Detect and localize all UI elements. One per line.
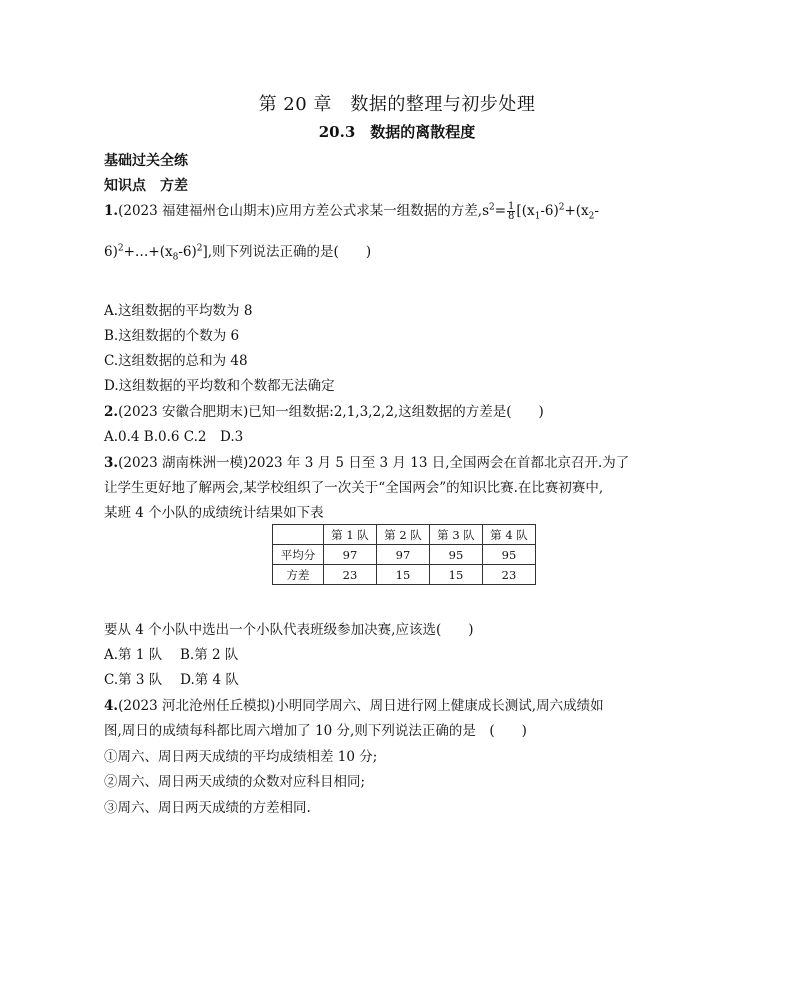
table-cell: 第 4 队 <box>483 525 536 545</box>
equals: = <box>494 203 507 219</box>
table-cell: 15 <box>377 565 430 585</box>
question-1-line-2 <box>104 240 371 263</box>
subscript: 2 <box>588 211 595 222</box>
question-4-line-1 <box>104 694 604 714</box>
superscript: 2 <box>489 202 495 213</box>
fraction <box>507 202 515 221</box>
table-row <box>273 565 536 585</box>
question-1-option-b: B.这组数据的个数为 6 <box>104 328 240 344</box>
superscript: 2 <box>558 202 565 213</box>
question-1-line-1 <box>104 199 599 222</box>
exercise-group-label: 基础过关全练 <box>104 153 188 169</box>
question-1-option-c: C.这组数据的总和为 48 <box>104 353 248 369</box>
question-1-text-c: -6) <box>540 203 559 219</box>
table-cell: 95 <box>430 545 483 565</box>
question-2-options: A.0.4 B.0.6 C.2 D.3 <box>104 429 244 445</box>
table-cell: 15 <box>430 565 483 585</box>
question-3-options-1: A.第 1 队 B.第 2 队 <box>104 647 239 663</box>
question-1-text-a: (2023 福建福州仓山期末)应用方差公式求某一组数据的方差,s <box>118 203 489 219</box>
question-1-text-f: 6) <box>104 244 118 260</box>
table-cell: 方差 <box>273 565 324 585</box>
table-cell: 23 <box>483 565 536 585</box>
subscript: 8 <box>172 252 179 263</box>
table-cell: 97 <box>377 545 430 565</box>
question-4-item-1: ①周六、周日两天成绩的平均成绩相差 10 分; <box>104 749 378 765</box>
question-3-options-2: C.第 3 队 D.第 4 队 <box>104 672 239 688</box>
superscript: 2 <box>196 243 203 254</box>
question-1-text-d: +(x <box>564 203 589 219</box>
table-cell: 97 <box>324 545 377 565</box>
question-3-text: (2023 湖南株洲一模)2023 年 3 月 5 日至 3 月 13 日,全国两会在首都北京召开.为了 <box>118 455 630 471</box>
question-3-line-2: 让学生更好地了解两会,某学校组织了一次关于“全国两会”的知识比赛.在比赛初赛中, <box>104 480 604 496</box>
table-cell: 95 <box>483 545 536 565</box>
question-2-stem <box>104 400 544 420</box>
question-3-line-3: 某班 4 个小队的成绩统计结果如下表 <box>104 505 324 521</box>
question-number: 1. <box>104 203 119 219</box>
question-number: 3. <box>104 455 119 471</box>
question-4-item-3: ③周六、周日两天成绩的方差相同. <box>104 800 311 816</box>
question-1-option-d: D.这组数据的平均数和个数都无法确定 <box>104 378 335 394</box>
table-cell: 第 1 队 <box>324 525 377 545</box>
question-4-item-2: ②周六、周日两天成绩的众数对应科目相同; <box>104 774 366 790</box>
table-cell: 第 3 队 <box>430 525 483 545</box>
table-cell: 第 2 队 <box>377 525 430 545</box>
table-cell: 23 <box>324 565 377 585</box>
question-2-text: (2023 安徽合肥期末)已知一组数据:2,1,3,2,2,这组数据的方差是( ) <box>118 404 544 420</box>
question-number: 2. <box>104 404 119 420</box>
chapter-title: 第 20 章 数据的整理与初步处理 <box>258 94 536 115</box>
question-1-text-e: - <box>594 203 599 219</box>
question-1-text-i: ],则下列说法正确的是( ) <box>202 244 372 260</box>
question-1-text-g: +…+(x <box>123 244 173 260</box>
table-header-row <box>273 525 536 545</box>
table-cell <box>273 525 324 545</box>
section-title: 20.3 数据的离散程度 <box>318 123 476 141</box>
table-cell: 平均分 <box>273 545 324 565</box>
question-1-text-h: -6) <box>178 244 197 260</box>
subscript: 1 <box>534 211 541 222</box>
superscript: 2 <box>117 243 124 254</box>
question-3-line-1 <box>104 451 629 471</box>
knowledge-point-label: 知识点 方差 <box>104 178 188 194</box>
question-3-prompt: 要从 4 个小队中选出一个小队代表班级参加决赛,应该选( ) <box>104 622 474 638</box>
question-4-line-2: 图,周日的成绩每科都比周六增加了 10 分,则下列说法正确的是 ( ) <box>104 723 527 739</box>
fraction-numerator: 1 <box>508 201 515 212</box>
question-4-text: (2023 河北沧州任丘模拟)小明同学周六、周日进行网上健康成长测试,周六成绩如 <box>118 698 604 714</box>
question-1-text-b: [(x <box>516 203 535 219</box>
question-number: 4. <box>104 698 119 714</box>
fraction-denominator: 8 <box>508 211 515 222</box>
question-1-option-a: A.这组数据的平均数为 8 <box>104 303 253 319</box>
table-row <box>273 545 536 565</box>
score-table <box>272 524 536 585</box>
